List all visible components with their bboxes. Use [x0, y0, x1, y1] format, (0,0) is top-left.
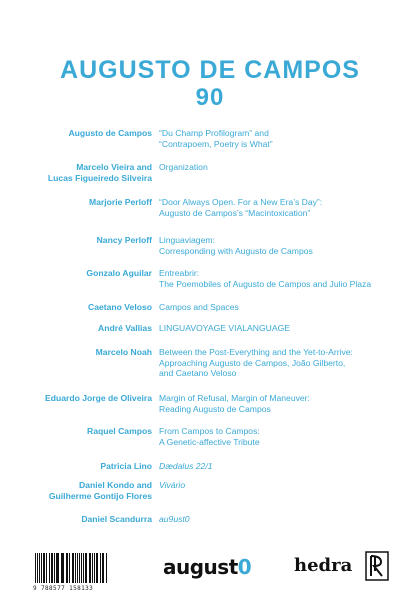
barcode-bar	[69, 553, 70, 583]
hedra-logo: hedra	[294, 555, 353, 576]
toc-work: Dædalus 22/1	[159, 461, 213, 471]
augusto-logo: august0	[163, 555, 252, 579]
barcode-bar	[83, 553, 84, 583]
toc-work: Organization	[159, 162, 208, 172]
title-line-2: 90	[195, 84, 225, 111]
barcode-bar	[77, 553, 78, 583]
barcode	[35, 553, 107, 583]
toc-work: Campos and Spaces	[159, 302, 239, 312]
cover-footer	[0, 545, 420, 595]
barcode-bar	[63, 553, 64, 583]
title-line-1: AUGUSTO DE CAMPOS	[60, 56, 360, 84]
toc-author: Marcelo Vieira and Lucas Figueiredo Silveira	[47, 162, 152, 183]
cover-title	[0, 56, 420, 112]
toc-work: Entreabrir: The Poemobiles of Augusto de Campos and Julio Plaza	[159, 268, 372, 289]
toc-work: Between the Post-Everything and the Yet-to-Arrive: Approaching Augusto de Campos, João Gilberto, and Caetano Veloso	[159, 347, 353, 378]
barcode-bar	[44, 553, 45, 583]
toc-author: Gonzalo Aguilar	[86, 268, 152, 278]
toc-work: “Du Champ Profilogram” and “Contrapoem, Poetry is What”	[159, 128, 273, 149]
toc-work: Margin of Refusal, Margin of Maneuver: Reading Augusto de Campos	[159, 393, 310, 414]
toc-work: au9ust0	[159, 514, 190, 524]
toc-author: Marjorie Perloff	[88, 197, 152, 207]
toc-author: André Vallias	[98, 323, 152, 333]
barcode-bar	[86, 553, 87, 583]
toc-work: LINGUAVOYAGE VIALANGUAGE	[159, 323, 291, 333]
toc-author: Nancy Perloff	[96, 235, 152, 245]
toc-author: Augusto de Campos	[68, 128, 152, 138]
barcode-bar	[72, 553, 73, 583]
toc-work: Linguaviagem: Corresponding with Augusto de Campos	[159, 235, 313, 256]
toc-work: Vivário	[159, 480, 186, 490]
barcode-bar	[49, 553, 50, 583]
toc-author: Raquel Campos	[87, 426, 152, 436]
toc-author: Eduardo Jorge de Oliveira	[45, 393, 152, 403]
toc-work: From Campos to Campos: A Genetic-affective Tribute	[159, 426, 260, 447]
toc-author: Caetano Veloso	[88, 302, 152, 312]
toc-author: Daniel Scandurra	[81, 514, 152, 524]
barcode-bar	[57, 553, 58, 583]
toc-author: Marcelo Noah	[95, 347, 152, 357]
barcode-bar	[94, 553, 95, 583]
publisher-seal-icon	[365, 551, 389, 581]
barcode-bar	[39, 553, 40, 583]
toc-author: Patricia Lino	[100, 461, 152, 471]
toc-work: “Door Always Open. For a New Era’s Day”: Augusto de Campos’s “Macintoxication”	[159, 197, 323, 218]
isbn-number: 9 788577 158133	[33, 585, 94, 592]
barcode-bar	[97, 553, 98, 583]
barcode-bar	[103, 553, 104, 583]
barcode-bar	[54, 553, 55, 583]
toc-author: Daniel Kondo and Guilherme Gontijo Flores	[48, 480, 152, 501]
